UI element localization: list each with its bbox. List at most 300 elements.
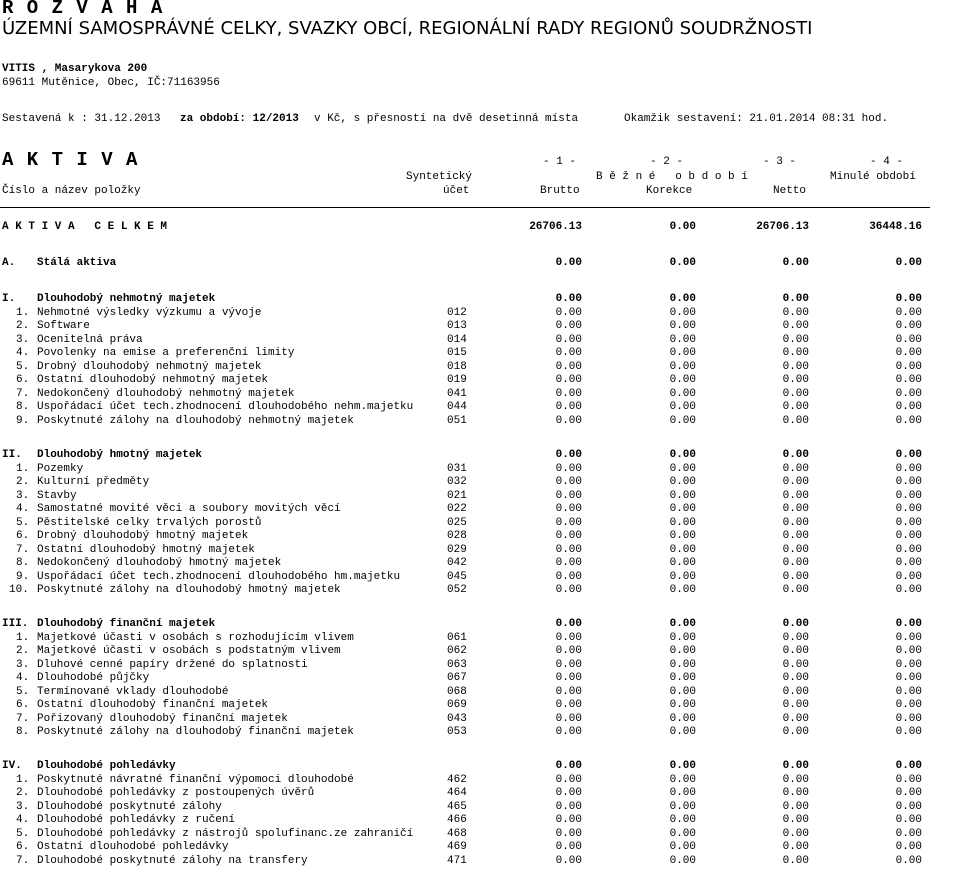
item-netto: 0.00 bbox=[782, 645, 809, 657]
item-number: 3. bbox=[16, 333, 30, 346]
section-prev: 0.00 bbox=[895, 760, 922, 772]
item-korekce: 0.00 bbox=[669, 800, 696, 813]
item-korekce: 0.00 bbox=[669, 658, 696, 671]
item-account: 462 bbox=[447, 773, 467, 786]
table-row bbox=[0, 347, 960, 361]
item-account: 045 bbox=[447, 570, 467, 583]
item-label: Dlouhodobé pohledávky z ručení bbox=[37, 814, 236, 826]
item-brutto: 0.00 bbox=[555, 584, 582, 596]
item-brutto: 0.00 bbox=[555, 800, 582, 813]
item-korekce: 0.00 bbox=[669, 672, 696, 684]
item-account: 465 bbox=[447, 800, 467, 813]
item-brutto: 0.00 bbox=[555, 658, 582, 671]
item-label: Dluhové cenné papíry držené do splatnosti bbox=[37, 658, 308, 671]
section-header-row bbox=[0, 760, 960, 774]
section-label: Dlouhodobé pohledávky bbox=[37, 760, 176, 772]
compile-moment: Okamžik sestavení: 21.01.2014 08:31 hod. bbox=[624, 113, 889, 125]
item-netto: 0.00 bbox=[782, 773, 809, 786]
item-brutto: 0.00 bbox=[555, 347, 582, 359]
section-header-row bbox=[0, 449, 960, 463]
item-netto: 0.00 bbox=[782, 658, 809, 671]
item-label: Pořizovaný dlouhodobý finanční majetek bbox=[37, 712, 288, 725]
item-netto: 0.00 bbox=[782, 320, 809, 332]
item-netto: 0.00 bbox=[782, 712, 809, 725]
table-row bbox=[0, 307, 960, 321]
item-label: Drobný dlouhodobý hmotný majetek bbox=[37, 530, 249, 542]
item-korekce: 0.00 bbox=[669, 584, 696, 596]
item-account: 063 bbox=[447, 658, 467, 671]
item-label: Poskytnuté zálohy na dlouhodobý finanční majetek bbox=[37, 726, 354, 738]
item-brutto: 0.00 bbox=[555, 726, 582, 738]
item-number: 6. bbox=[16, 374, 30, 386]
item-netto: 0.00 bbox=[782, 530, 809, 542]
item-account: 031 bbox=[447, 462, 467, 475]
item-brutto: 0.00 bbox=[555, 414, 582, 427]
item-number: 5. bbox=[16, 360, 30, 373]
item-prev: 0.00 bbox=[895, 645, 922, 657]
table-row bbox=[0, 334, 960, 348]
item-account: 067 bbox=[447, 672, 467, 684]
item-number: 8. bbox=[16, 401, 30, 413]
item-account: 013 bbox=[447, 320, 467, 332]
section-netto: 0.00 bbox=[782, 760, 809, 772]
section-header-row bbox=[0, 618, 960, 632]
total-korekce: 0.00 bbox=[669, 221, 696, 233]
table-row bbox=[0, 726, 960, 740]
item-prev: 0.00 bbox=[895, 773, 922, 786]
item-brutto: 0.00 bbox=[555, 503, 582, 515]
table-row bbox=[0, 530, 960, 544]
item-brutto: 0.00 bbox=[555, 476, 582, 488]
item-korekce: 0.00 bbox=[669, 347, 696, 359]
item-number: 9. bbox=[16, 570, 30, 583]
item-label: Ostatní dlouhodobý hmotný majetek bbox=[37, 543, 255, 556]
compiled-date: Sestavená k : 31.12.2013 bbox=[2, 113, 161, 125]
item-prev: 0.00 bbox=[895, 333, 922, 346]
item-netto: 0.00 bbox=[782, 631, 809, 644]
table-row bbox=[0, 361, 960, 375]
item-prev: 0.00 bbox=[895, 306, 922, 319]
item-netto: 0.00 bbox=[782, 489, 809, 502]
item-prev: 0.00 bbox=[895, 347, 922, 359]
total-netto: 26706.13 bbox=[756, 221, 809, 233]
item-netto: 0.00 bbox=[782, 543, 809, 556]
table-row bbox=[0, 699, 960, 713]
item-prev: 0.00 bbox=[895, 320, 922, 332]
item-netto: 0.00 bbox=[782, 827, 809, 840]
item-brutto: 0.00 bbox=[555, 645, 582, 657]
col-brutto: Brutto bbox=[540, 185, 580, 197]
item-number: 1. bbox=[16, 462, 30, 475]
item-prev: 0.00 bbox=[895, 374, 922, 386]
item-prev: 0.00 bbox=[895, 543, 922, 556]
period: za období: 12/2013 bbox=[180, 113, 299, 125]
item-number: 4. bbox=[16, 503, 30, 515]
item-korekce: 0.00 bbox=[669, 414, 696, 427]
item-netto: 0.00 bbox=[782, 672, 809, 684]
item-brutto: 0.00 bbox=[555, 387, 582, 400]
item-account: 018 bbox=[447, 360, 467, 373]
table-row bbox=[0, 713, 960, 727]
item-account: 019 bbox=[447, 374, 467, 386]
item-korekce: 0.00 bbox=[669, 374, 696, 386]
section-number: IV. bbox=[2, 760, 22, 772]
item-account: 032 bbox=[447, 476, 467, 488]
table-row bbox=[0, 672, 960, 686]
item-brutto: 0.00 bbox=[555, 543, 582, 556]
table-row bbox=[0, 787, 960, 801]
table-row bbox=[0, 841, 960, 855]
section-korekce: 0.00 bbox=[669, 760, 696, 772]
item-label: Drobný dlouhodobý nehmotný majetek bbox=[37, 360, 262, 373]
item-number: 2. bbox=[16, 476, 30, 488]
item-korekce: 0.00 bbox=[669, 827, 696, 840]
section-netto: 0.00 bbox=[782, 618, 809, 630]
currency-note: v Kč, s přesností na dvě desetinná místa bbox=[314, 113, 579, 125]
section-brutto: 0.00 bbox=[555, 449, 582, 461]
col-num-3: - 3 - bbox=[763, 156, 797, 168]
item-korekce: 0.00 bbox=[669, 557, 696, 569]
table-row bbox=[0, 801, 960, 815]
item-netto: 0.00 bbox=[782, 360, 809, 373]
item-prev: 0.00 bbox=[895, 672, 922, 684]
col-synthetic: Syntetický bbox=[406, 171, 473, 183]
item-account: 014 bbox=[447, 333, 467, 346]
item-label: Majetkové účasti v osobách s podstatným vlivem bbox=[37, 645, 341, 657]
item-netto: 0.00 bbox=[782, 503, 809, 515]
item-prev: 0.00 bbox=[895, 557, 922, 569]
total-row bbox=[0, 221, 960, 235]
item-korekce: 0.00 bbox=[669, 462, 696, 475]
item-netto: 0.00 bbox=[782, 476, 809, 488]
item-number: 9. bbox=[16, 414, 30, 427]
item-account: 062 bbox=[447, 645, 467, 657]
item-number: 7. bbox=[16, 854, 30, 867]
item-netto: 0.00 bbox=[782, 699, 809, 711]
item-brutto: 0.00 bbox=[555, 516, 582, 529]
col-korekce: Korekce bbox=[646, 185, 693, 197]
item-brutto: 0.00 bbox=[555, 841, 582, 853]
section-netto: 0.00 bbox=[782, 293, 809, 305]
item-account: 061 bbox=[447, 631, 467, 644]
item-korekce: 0.00 bbox=[669, 476, 696, 488]
item-korekce: 0.00 bbox=[669, 712, 696, 725]
item-korekce: 0.00 bbox=[669, 685, 696, 698]
total-label: A K T I V A C E L K E M bbox=[2, 221, 168, 233]
item-label: Pěstitelské celky trvalých porostů bbox=[37, 516, 262, 529]
section-header-row bbox=[0, 293, 960, 307]
table-row bbox=[0, 320, 960, 334]
item-korekce: 0.00 bbox=[669, 516, 696, 529]
item-account: 025 bbox=[447, 516, 467, 529]
item-prev: 0.00 bbox=[895, 584, 922, 596]
item-account: 029 bbox=[447, 543, 467, 556]
item-korekce: 0.00 bbox=[669, 814, 696, 826]
group-a-num: A. bbox=[2, 257, 16, 269]
table-row bbox=[0, 557, 960, 571]
item-label: Uspořádací účet tech.zhodnocení dlouhodobého nehm.majetku bbox=[37, 401, 414, 413]
item-number: 5. bbox=[16, 827, 30, 840]
item-brutto: 0.00 bbox=[555, 827, 582, 840]
item-korekce: 0.00 bbox=[669, 401, 696, 413]
item-prev: 0.00 bbox=[895, 814, 922, 826]
col-current-period: B ě ž n é o b d o b í bbox=[596, 171, 748, 183]
item-netto: 0.00 bbox=[782, 570, 809, 583]
item-number: 4. bbox=[16, 814, 30, 826]
item-brutto: 0.00 bbox=[555, 360, 582, 373]
table-row bbox=[0, 463, 960, 477]
table-row bbox=[0, 828, 960, 842]
item-prev: 0.00 bbox=[895, 854, 922, 867]
section-title: A K T I V A bbox=[2, 149, 139, 171]
report-subtitle: ÚZEMNÍ SAMOSPRÁVNÉ CELKY, SVAZKY OBCÍ, REGIONÁLNÍ RADY REGIONŮ SOUDRŽNOSTI bbox=[2, 18, 813, 39]
item-netto: 0.00 bbox=[782, 516, 809, 529]
item-prev: 0.00 bbox=[895, 726, 922, 738]
group-a-prev: 0.00 bbox=[895, 257, 922, 269]
item-number: 2. bbox=[16, 787, 30, 799]
section-number: II. bbox=[2, 449, 22, 461]
item-label: Poskytnuté zálohy na dlouhodobý nehmotný majetek bbox=[37, 414, 354, 427]
section-prev: 0.00 bbox=[895, 293, 922, 305]
item-account: 468 bbox=[447, 827, 467, 840]
item-account: 068 bbox=[447, 685, 467, 698]
item-account: 012 bbox=[447, 306, 467, 319]
item-account: 053 bbox=[447, 726, 467, 738]
group-a-label: Stálá aktiva bbox=[37, 257, 117, 269]
item-brutto: 0.00 bbox=[555, 306, 582, 319]
item-prev: 0.00 bbox=[895, 685, 922, 698]
item-netto: 0.00 bbox=[782, 387, 809, 400]
section-brutto: 0.00 bbox=[555, 760, 582, 772]
item-number: 1. bbox=[16, 631, 30, 644]
item-number: 5. bbox=[16, 685, 30, 698]
report-title: R O Z V A H A bbox=[2, 0, 164, 19]
item-korekce: 0.00 bbox=[669, 699, 696, 711]
item-korekce: 0.00 bbox=[669, 503, 696, 515]
item-brutto: 0.00 bbox=[555, 854, 582, 867]
item-prev: 0.00 bbox=[895, 570, 922, 583]
item-netto: 0.00 bbox=[782, 800, 809, 813]
item-number: 6. bbox=[16, 699, 30, 711]
item-prev: 0.00 bbox=[895, 712, 922, 725]
item-prev: 0.00 bbox=[895, 387, 922, 400]
item-number: 2. bbox=[16, 320, 30, 332]
item-account: 021 bbox=[447, 489, 467, 502]
item-account: 069 bbox=[447, 699, 467, 711]
item-number: 6. bbox=[16, 530, 30, 542]
item-korekce: 0.00 bbox=[669, 854, 696, 867]
section-brutto: 0.00 bbox=[555, 618, 582, 630]
item-brutto: 0.00 bbox=[555, 557, 582, 569]
item-account: 464 bbox=[447, 787, 467, 799]
item-label: Nehmotné výsledky výzkumu a vývoje bbox=[37, 306, 262, 319]
item-brutto: 0.00 bbox=[555, 773, 582, 786]
item-account: 469 bbox=[447, 841, 467, 853]
item-brutto: 0.00 bbox=[555, 685, 582, 698]
item-number: 8. bbox=[16, 557, 30, 569]
col-num-4: - 4 - bbox=[870, 156, 904, 168]
item-label: Dlouhodobé poskytnuté zálohy na transfery bbox=[37, 854, 308, 867]
item-brutto: 0.00 bbox=[555, 631, 582, 644]
item-label: Dlouhodobé půjčky bbox=[37, 672, 150, 684]
item-prev: 0.00 bbox=[895, 530, 922, 542]
item-prev: 0.00 bbox=[895, 658, 922, 671]
item-label: Nedokončený dlouhodobý nehmotný majetek bbox=[37, 387, 295, 400]
section-label: Dlouhodobý finanční majetek bbox=[37, 618, 216, 630]
item-label: Nedokončený dlouhodobý hmotný majetek bbox=[37, 557, 282, 569]
item-brutto: 0.00 bbox=[555, 699, 582, 711]
table-row bbox=[0, 774, 960, 788]
item-korekce: 0.00 bbox=[669, 841, 696, 853]
item-brutto: 0.00 bbox=[555, 672, 582, 684]
item-number: 6. bbox=[16, 841, 30, 853]
item-korekce: 0.00 bbox=[669, 570, 696, 583]
item-netto: 0.00 bbox=[782, 414, 809, 427]
item-netto: 0.00 bbox=[782, 462, 809, 475]
item-label: Dlouhodobé pohledávky z nástrojů spolufinanc.ze zahraničí bbox=[37, 827, 414, 840]
item-number: 7. bbox=[16, 387, 30, 400]
table-row bbox=[0, 686, 960, 700]
item-netto: 0.00 bbox=[782, 306, 809, 319]
section-korekce: 0.00 bbox=[669, 449, 696, 461]
item-brutto: 0.00 bbox=[555, 570, 582, 583]
item-prev: 0.00 bbox=[895, 841, 922, 853]
item-brutto: 0.00 bbox=[555, 374, 582, 386]
item-prev: 0.00 bbox=[895, 516, 922, 529]
item-korekce: 0.00 bbox=[669, 726, 696, 738]
header-divider bbox=[0, 207, 930, 208]
item-label: Ostatní dlouhodobý nehmotný majetek bbox=[37, 374, 269, 386]
table-row bbox=[0, 374, 960, 388]
item-label: Poskytnuté zálohy na dlouhodobý hmotný majetek bbox=[37, 584, 341, 596]
section-number: I. bbox=[2, 293, 16, 305]
item-korekce: 0.00 bbox=[669, 631, 696, 644]
item-brutto: 0.00 bbox=[555, 787, 582, 799]
item-brutto: 0.00 bbox=[555, 401, 582, 413]
table-row bbox=[0, 659, 960, 673]
item-korekce: 0.00 bbox=[669, 773, 696, 786]
item-prev: 0.00 bbox=[895, 699, 922, 711]
item-label: Uspořádací účet tech.zhodnocení dlouhodobého hm.majetku bbox=[37, 570, 401, 583]
table-row bbox=[0, 584, 960, 598]
item-label: Ocenitelná práva bbox=[37, 333, 143, 346]
item-korekce: 0.00 bbox=[669, 645, 696, 657]
item-number: 7. bbox=[16, 712, 30, 725]
group-a-brutto: 0.00 bbox=[555, 257, 582, 269]
item-label: Ostatní dlouhodobé pohledávky bbox=[37, 841, 229, 853]
item-korekce: 0.00 bbox=[669, 360, 696, 373]
item-number: 7. bbox=[16, 543, 30, 556]
item-prev: 0.00 bbox=[895, 503, 922, 515]
item-netto: 0.00 bbox=[782, 841, 809, 853]
item-label: Pozemky bbox=[37, 462, 84, 475]
table-row bbox=[0, 855, 960, 869]
item-number: 5. bbox=[16, 516, 30, 529]
table-row bbox=[0, 814, 960, 828]
col-num-1: - 1 - bbox=[543, 156, 577, 168]
section-number: III. bbox=[2, 618, 29, 630]
table-row bbox=[0, 544, 960, 558]
col-item-label: Číslo a název položky bbox=[2, 185, 141, 197]
item-prev: 0.00 bbox=[895, 414, 922, 427]
item-label: Software bbox=[37, 320, 90, 332]
item-account: 022 bbox=[447, 503, 467, 515]
table-row bbox=[0, 571, 960, 585]
item-account: 466 bbox=[447, 814, 467, 826]
item-brutto: 0.00 bbox=[555, 462, 582, 475]
item-number: 2. bbox=[16, 645, 30, 657]
table-row bbox=[0, 401, 960, 415]
item-korekce: 0.00 bbox=[669, 320, 696, 332]
item-brutto: 0.00 bbox=[555, 489, 582, 502]
item-prev: 0.00 bbox=[895, 800, 922, 813]
table-row bbox=[0, 476, 960, 490]
item-label: Povolenky na emise a preferenční limity bbox=[37, 347, 295, 359]
section-label: Dlouhodobý hmotný majetek bbox=[37, 449, 203, 461]
item-number: 3. bbox=[16, 489, 30, 502]
organization-address: 69611 Mutěnice, Obec, IČ:71163956 bbox=[2, 77, 220, 89]
item-netto: 0.00 bbox=[782, 374, 809, 386]
item-brutto: 0.00 bbox=[555, 333, 582, 346]
item-number: 10. bbox=[9, 584, 29, 596]
col-account: účet bbox=[443, 185, 470, 197]
table-row bbox=[0, 503, 960, 517]
total-prev: 36448.16 bbox=[869, 221, 922, 233]
section-brutto: 0.00 bbox=[555, 293, 582, 305]
item-label: Dlouhodobé pohledávky z postoupených úvěrů bbox=[37, 787, 315, 799]
table-row bbox=[0, 632, 960, 646]
table-row bbox=[0, 415, 960, 429]
item-number: 3. bbox=[16, 658, 30, 671]
group-a-netto: 0.00 bbox=[782, 257, 809, 269]
item-account: 471 bbox=[447, 854, 467, 867]
item-brutto: 0.00 bbox=[555, 814, 582, 826]
item-label: Samostatné movité věci a soubory movitých věcí bbox=[37, 503, 341, 515]
item-label: Stavby bbox=[37, 489, 77, 502]
item-netto: 0.00 bbox=[782, 333, 809, 346]
item-label: Kulturní předměty bbox=[37, 476, 150, 488]
section-korekce: 0.00 bbox=[669, 293, 696, 305]
group-a-row bbox=[0, 257, 960, 271]
item-number: 8. bbox=[16, 726, 30, 738]
item-brutto: 0.00 bbox=[555, 320, 582, 332]
item-account: 015 bbox=[447, 347, 467, 359]
item-netto: 0.00 bbox=[782, 557, 809, 569]
total-brutto: 26706.13 bbox=[529, 221, 582, 233]
item-prev: 0.00 bbox=[895, 631, 922, 644]
item-number: 1. bbox=[16, 773, 30, 786]
item-number: 3. bbox=[16, 800, 30, 813]
section-korekce: 0.00 bbox=[669, 618, 696, 630]
table-row bbox=[0, 490, 960, 504]
item-prev: 0.00 bbox=[895, 401, 922, 413]
item-prev: 0.00 bbox=[895, 476, 922, 488]
item-korekce: 0.00 bbox=[669, 543, 696, 556]
section-prev: 0.00 bbox=[895, 449, 922, 461]
item-netto: 0.00 bbox=[782, 584, 809, 596]
table-row bbox=[0, 388, 960, 402]
item-prev: 0.00 bbox=[895, 462, 922, 475]
section-prev: 0.00 bbox=[895, 618, 922, 630]
item-prev: 0.00 bbox=[895, 787, 922, 799]
item-label: Dlouhodobé poskytnuté zálohy bbox=[37, 800, 222, 813]
item-account: 028 bbox=[447, 530, 467, 542]
item-brutto: 0.00 bbox=[555, 712, 582, 725]
item-label: Ostatní dlouhodobý finanční majetek bbox=[37, 699, 269, 711]
item-netto: 0.00 bbox=[782, 401, 809, 413]
item-prev: 0.00 bbox=[895, 489, 922, 502]
item-label: Termínované vklady dlouhodobé bbox=[37, 685, 229, 698]
